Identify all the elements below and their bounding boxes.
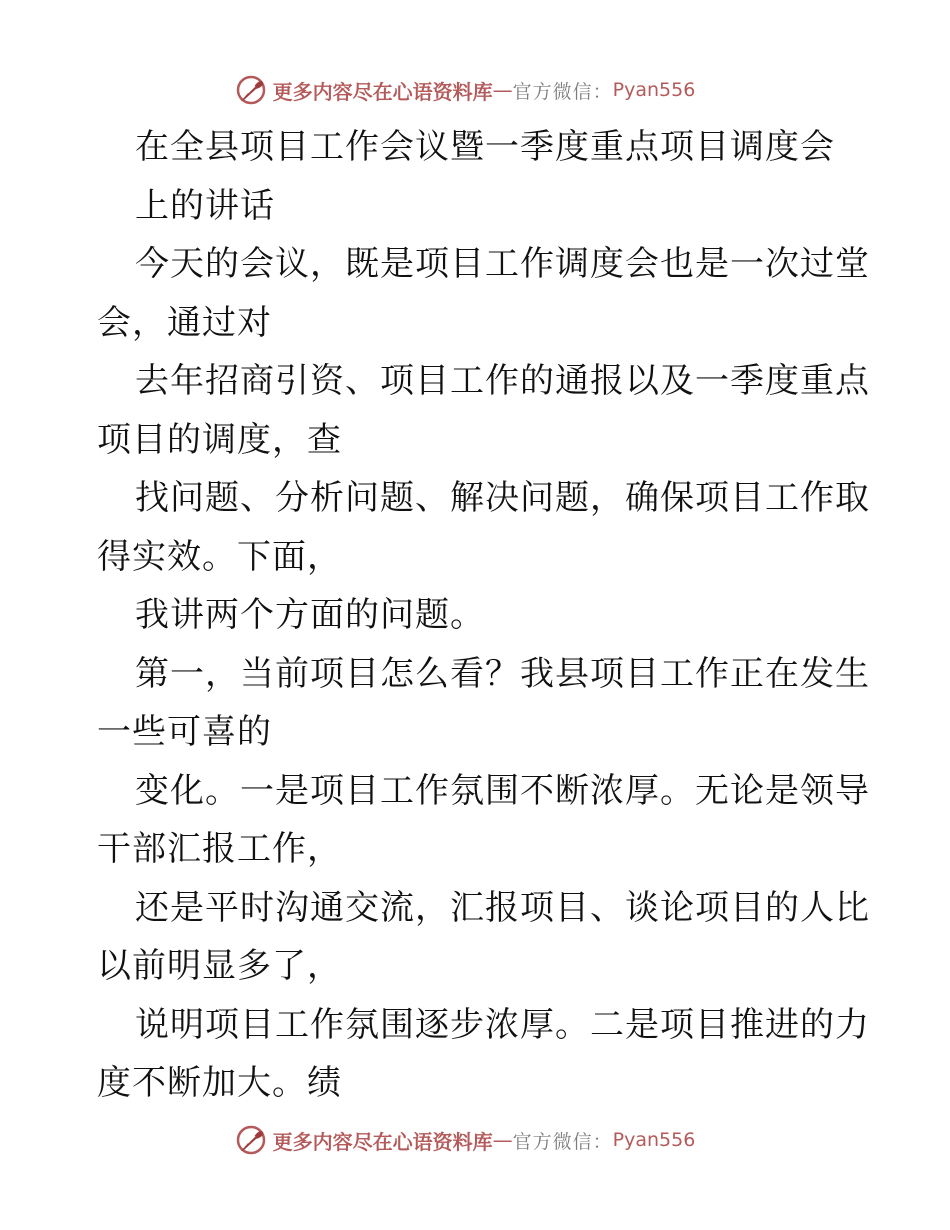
document-text-line: 度不断加大。绩 bbox=[97, 1063, 342, 1103]
document-text-line: 去年招商引资、项目工作的通报以及一季度重点 bbox=[135, 361, 870, 401]
watermark-dash: — bbox=[492, 78, 513, 102]
watermark-wechat-label: 官方微信： bbox=[512, 1130, 613, 1153]
document-text-line: 一些可喜的 bbox=[97, 712, 272, 752]
document-text-line: 第一，当前项目怎么看？我县项目工作正在发生 bbox=[135, 653, 870, 694]
document-text-line: 得实效。下面， bbox=[97, 536, 342, 577]
document-text-line: 找问题、分析问题、解决问题，确保项目工作取 bbox=[135, 478, 870, 518]
document-body bbox=[97, 118, 870, 1113]
document-text-line: 会，通过对 bbox=[97, 302, 272, 343]
document-text-line: 干部汇报工作， bbox=[97, 829, 342, 869]
quill-circle-logo-icon bbox=[235, 1124, 267, 1156]
document-text-line: 项目的调度，查 bbox=[97, 419, 342, 460]
document-text-line: 今天的会议，既是项目工作调度会也是一次过堂 bbox=[135, 244, 870, 284]
watermark-main-text: 更多内容尽在心语资料库 bbox=[272, 1129, 493, 1154]
document-text-line: 变化。一是项目工作氛围不断浓厚。无论是领导 bbox=[135, 770, 870, 811]
document-text-line: 以前明显多了， bbox=[97, 946, 342, 986]
watermark-wechat-label: 官方微信： bbox=[512, 80, 613, 103]
watermark-wechat-id: Pyan556 bbox=[612, 1129, 696, 1151]
document-title-line: 上的讲话 bbox=[135, 185, 275, 226]
footer-watermark bbox=[0, 1120, 950, 1160]
watermark-group bbox=[235, 74, 696, 106]
document-text-line: 说明项目工作氛围逐步浓厚。二是项目推进的力 bbox=[135, 1004, 870, 1045]
document-text-line: 我讲两个方面的问题。 bbox=[135, 595, 485, 635]
header-watermark bbox=[0, 70, 950, 110]
document-title-line: 在全县项目工作会议暨一季度重点项目调度会 bbox=[135, 127, 835, 167]
watermark-dash: — bbox=[492, 1128, 513, 1152]
quill-circle-logo-icon bbox=[235, 74, 267, 106]
watermark-main-text: 更多内容尽在心语资料库 bbox=[272, 79, 493, 104]
watermark-wechat-id: Pyan556 bbox=[612, 79, 696, 101]
watermark-group bbox=[235, 1124, 696, 1156]
document-text-line: 还是平时沟通交流，汇报项目、谈论项目的人比 bbox=[135, 887, 870, 928]
